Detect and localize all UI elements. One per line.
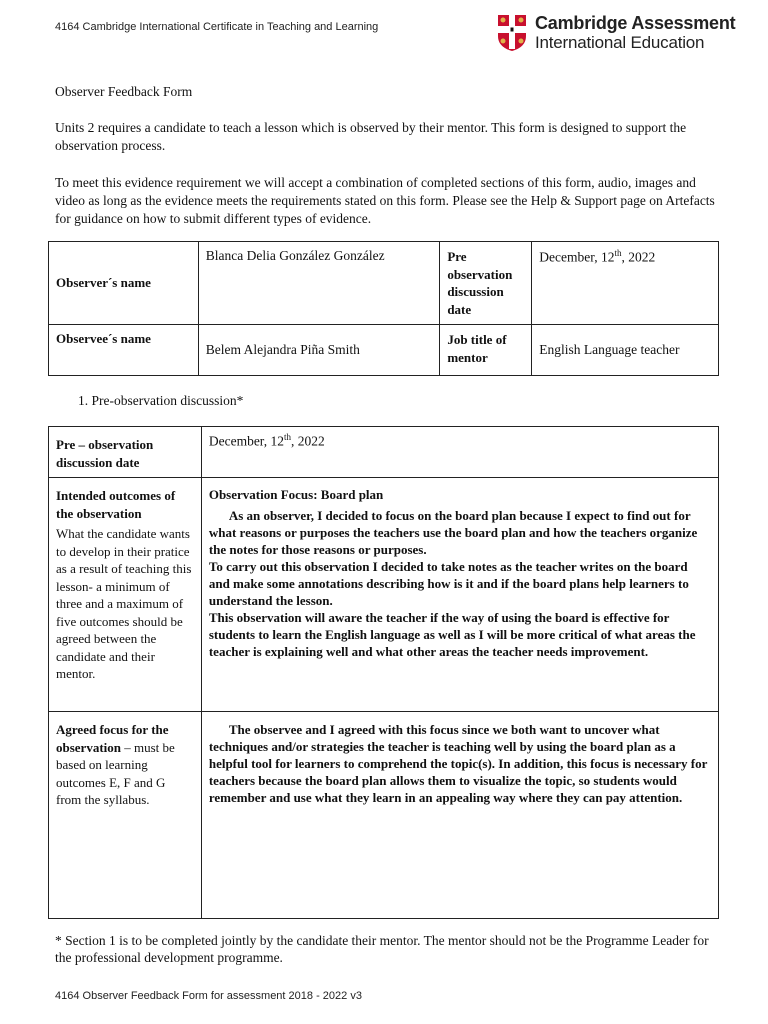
date-suffix: th	[284, 432, 292, 442]
page-footer: 4164 Observer Feedback Form for assessment 2018 - 2022 v3	[55, 990, 362, 1002]
pre-observation-date-value	[532, 242, 719, 325]
discussion-date-label-cell	[49, 427, 202, 478]
intended-outcomes-label-cell	[49, 478, 202, 712]
date-year: , 2022	[621, 249, 656, 265]
date-day: December, 12	[208, 433, 285, 449]
pre-observation-date-label: Pre observation discussion date	[447, 249, 513, 317]
focus-paragraph-3: This observation will aware the teacher if the way of using the board is effective for students to learn the English language as well as I will be more critical of what areas the teacher is explaining well and what other areas the teacher needs improvement.	[208, 610, 696, 659]
logo-title: Cambridge Assessment	[535, 13, 736, 33]
intended-outcomes-description: What the candidate wants to develop in their pratice as a result of teaching this lesson- a minimum of three and a maximum of five outcomes should be agreed between the candidate and their mentor.	[56, 526, 192, 681]
agreed-focus-label-cell	[49, 712, 202, 919]
date-day: December, 12	[539, 249, 615, 265]
agreed-focus-label-block	[56, 717, 194, 809]
section-heading	[78, 393, 243, 409]
observer-name-label: Observer´s name	[56, 275, 151, 290]
observee-name-label-cell	[49, 325, 199, 376]
observer-name-value: Blanca Delia González González	[198, 242, 440, 325]
observee-name-label: Observee´s name	[56, 331, 151, 346]
observation-focus-title: Observation Focus: Board plan	[208, 487, 384, 502]
section-number: 1.	[78, 393, 89, 408]
job-title-label: Job title of mentor	[447, 332, 507, 365]
agreed-focus-text: The observee and I agreed with this focus since we both want to uncover what techniques and/or strategies the teacher is teaching well by using the board plan as a helpful tool for learners to comprehend the topic(s). In addition, this focus is necessary for teachers because the board plan allows them to visualize the topic, so students would remember and use what they learn in an appealing way where they can pay attention.	[208, 722, 708, 805]
footnote: * Section 1 is to be completed jointly by the candidate their mentor. The mentor should not be the Programme Leader for the professional development programme.	[55, 933, 709, 965]
job-title-label-cell	[440, 325, 532, 376]
section-title: Pre-observation discussion*	[91, 393, 244, 408]
pre-observation-date-label-cell	[440, 242, 532, 325]
agreed-focus-description: – must be based on learning outcomes E, F and G from the syllabus.	[56, 739, 175, 807]
cambridge-logo	[497, 14, 735, 52]
intended-outcomes-content	[201, 478, 718, 712]
cambridge-shield-icon	[497, 14, 527, 52]
date-year: , 2022	[291, 433, 325, 449]
intro-paragraph-1: Units 2 requires a candidate to teach a lesson which is observed by their mentor. This form is designed to support the observation process.	[55, 120, 687, 153]
focus-paragraph-1: As an observer, I decided to focus on the board plan because I expect to find out for what reasons or purposes the teachers use the board plan and how the teachers organize the notes for those reasons or purposes.	[208, 508, 698, 557]
discussion-date-value	[201, 427, 718, 478]
discussion-date-label: Pre – observation discussion date	[56, 437, 154, 470]
form-title: Observer Feedback Form	[55, 84, 193, 99]
intro-paragraph-2: To meet this evidence requirement we will accept a combination of completed sections of this form, audio, images and video as long as the evidence meets the requirements stated on this form. Please see the Help & Support page on Artefacts for guidance on how to submit different types of evidence.	[55, 175, 715, 226]
agreed-focus-content	[201, 712, 718, 919]
observer-name-label-cell	[49, 242, 199, 325]
job-title-value: English Language teacher	[532, 325, 719, 376]
date-suffix: th	[614, 248, 622, 258]
pre-observation-table	[48, 426, 719, 919]
observer-details-table	[48, 241, 719, 376]
agreed-focus-label: Agreed focus for the observation	[56, 722, 169, 755]
observee-name-value: Belem Alejandra Piña Smith	[198, 325, 440, 376]
logo-subtitle: International Education	[535, 33, 705, 52]
focus-paragraph-2: To carry out this observation I decided to take notes as the teacher writes on the board and make some annotations describing how is it and if the board plans help learners to understand the lesson.	[208, 559, 689, 608]
intended-outcomes-label: Intended outcomes of the observation	[56, 488, 176, 521]
page-header: 4164 Cambridge International Certificate in Teaching and Learning	[55, 21, 379, 33]
